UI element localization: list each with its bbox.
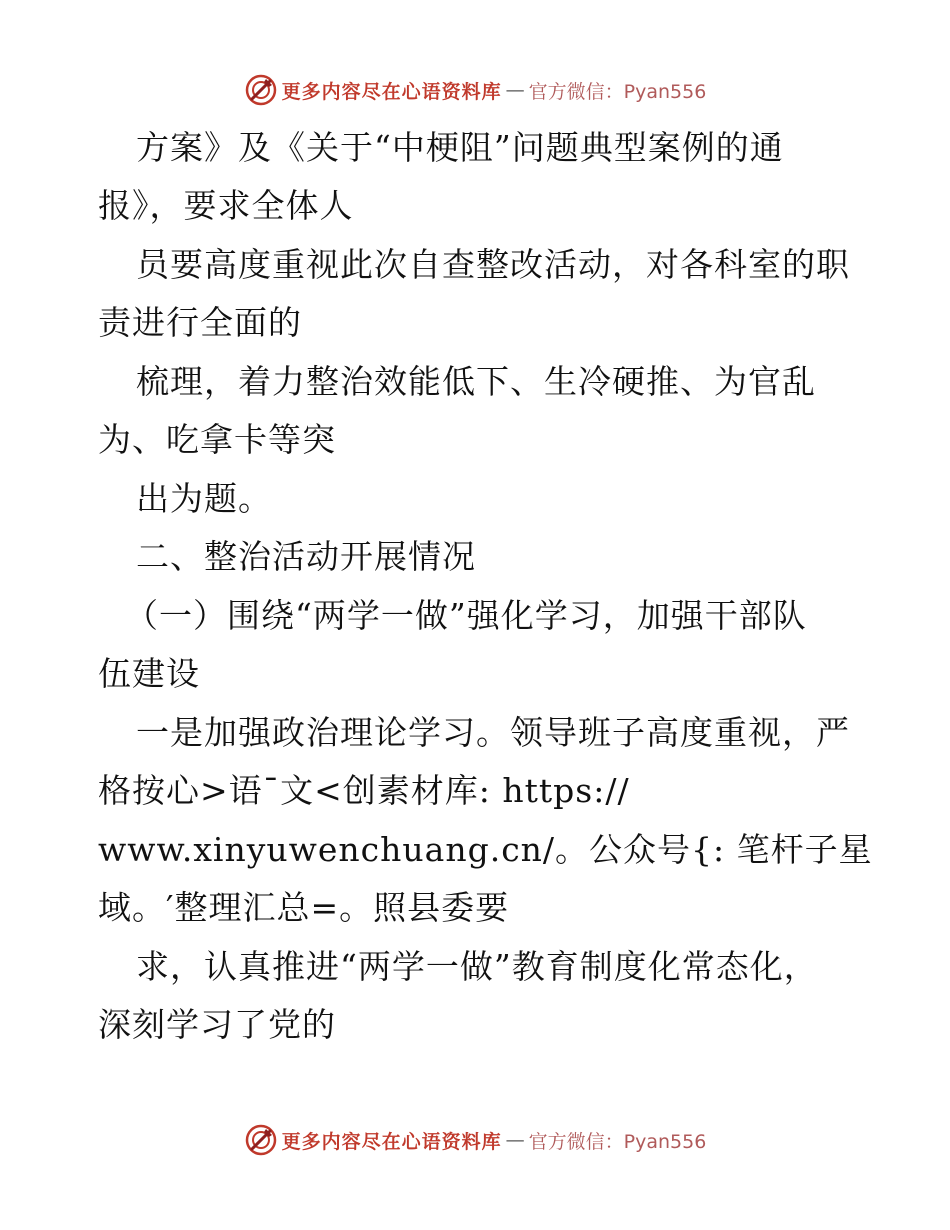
paragraph-line: 一是加强政治理论学习。领导班子高度重视，严 [136, 713, 850, 752]
subsection-heading: （一）围绕“两学一做”强化学习，加强干部队 [125, 596, 807, 635]
footer-banner [0, 1120, 950, 1160]
logo-icon [244, 1123, 278, 1157]
banner-dash: — [505, 79, 525, 101]
paragraph-line: www.xinyuwenchuang.cn/。公众号{: 笔杆子星 [98, 830, 873, 869]
paragraph-line: 出为题。 [136, 479, 272, 518]
paragraph-line: 方案》及《关于“中梗阻”问题典型案例的通 [136, 128, 784, 167]
paragraph-line: 域。′整理汇总=。照县委要 [98, 888, 510, 927]
paragraph-line: 梳理，着力整治效能低下、生冷硬推、为官乱 [136, 362, 816, 401]
banner-dash: — [505, 1129, 525, 1151]
banner-contact: 官方微信：Pyan556 [528, 80, 707, 103]
banner-contact: 官方微信：Pyan556 [528, 1130, 707, 1153]
paragraph-line: 格按心>语¯文<创素材库: https:// [98, 771, 630, 810]
section-heading: 二、整治活动开展情况 [136, 537, 476, 576]
banner-brand: 更多内容尽在心语资料库 [281, 1130, 502, 1153]
paragraph-line: 为、吃拿卡等突 [98, 420, 336, 459]
paragraph-line: 深刻学习了党的 [98, 1005, 336, 1044]
banner-brand: 更多内容尽在心语资料库 [281, 80, 502, 103]
paragraph-line: 员要高度重视此次自查整改活动，对各科室的职 [136, 245, 850, 284]
paragraph-line: 责进行全面的 [98, 303, 302, 342]
paragraph-line: 伍建设 [98, 654, 200, 693]
paragraph-line: 求，认真推进“两学一做”教育制度化常态化， [136, 947, 818, 986]
paragraph-line: 报》，要求全体人 [98, 186, 354, 225]
